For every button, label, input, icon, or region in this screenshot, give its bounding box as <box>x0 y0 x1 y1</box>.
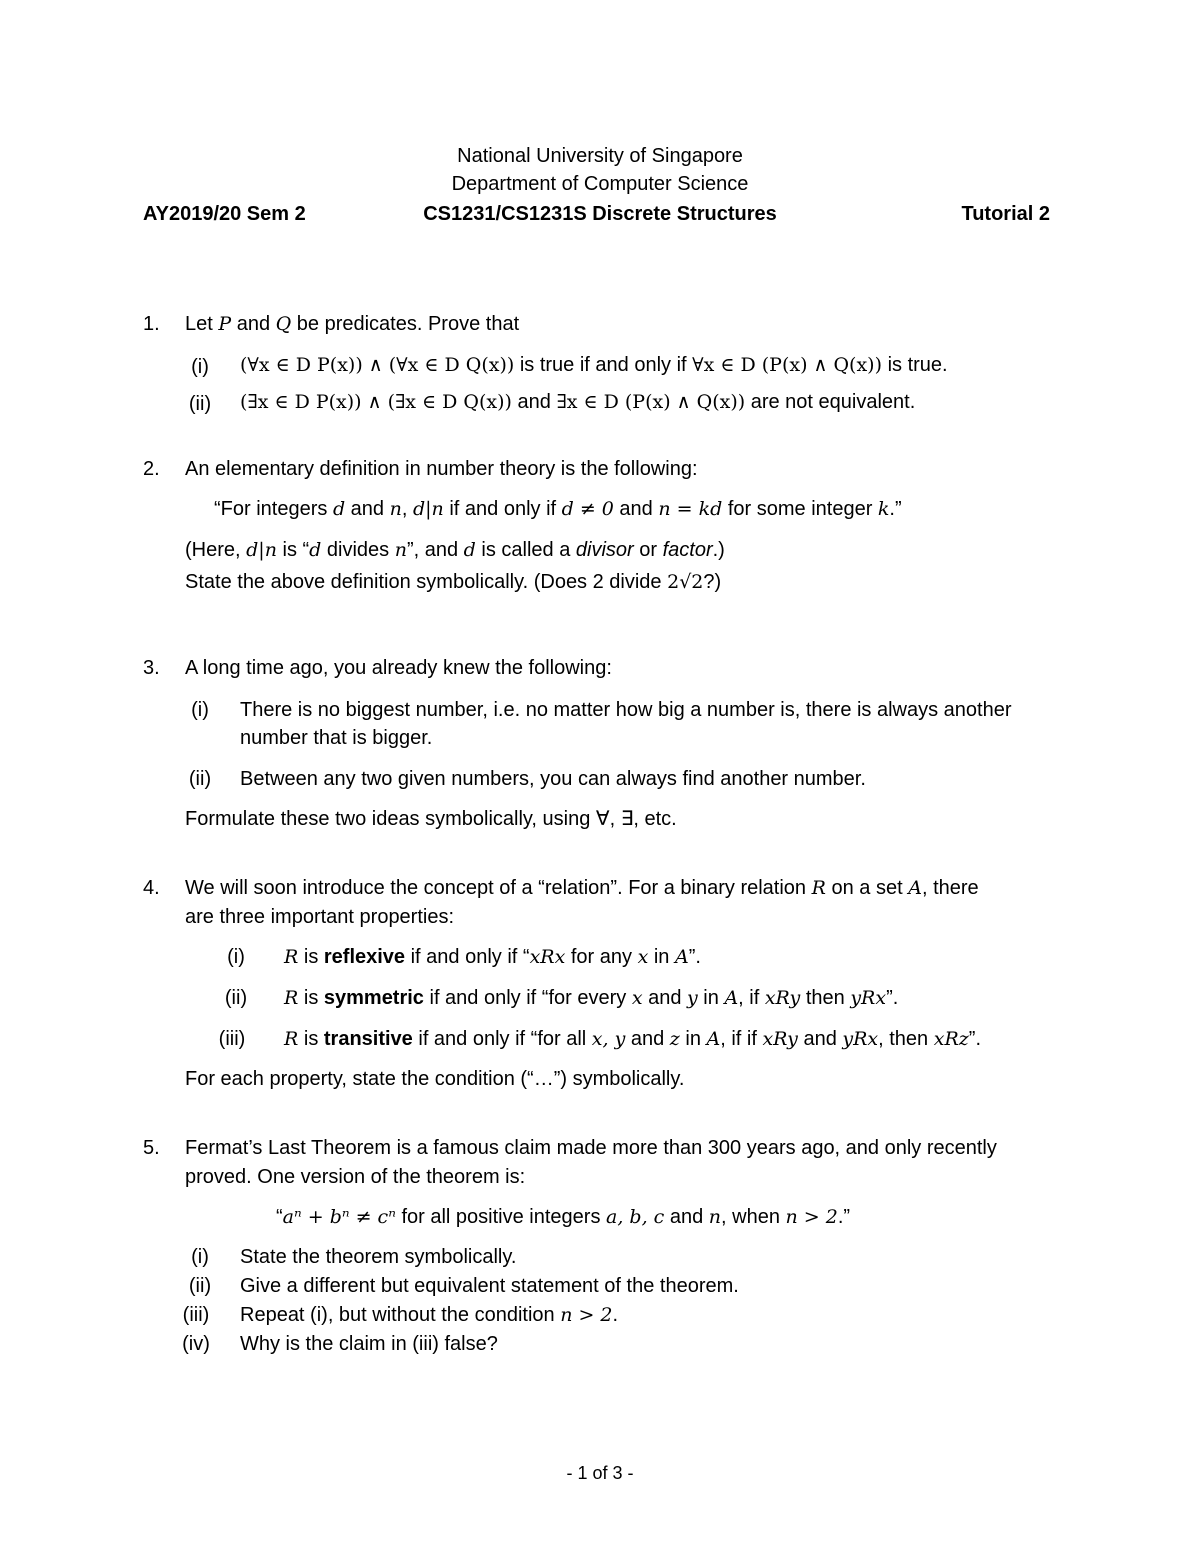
theorem-quote: “aⁿ + bⁿ ≠ cⁿ for all positive integers a, b, c and n, when n > 2.” <box>276 1206 851 1228</box>
math-expression: (∀x ∈ D P(x)) ∧ (∀x ∈ D Q(x)) <box>240 354 515 376</box>
sub-label: (i) <box>191 1246 209 1268</box>
sub-item-text: Give a different but equivalent statement of the theorem. <box>240 1275 739 1297</box>
sub-label: (iii) <box>182 1304 210 1326</box>
question-text: proved. One version of the theorem is: <box>185 1166 526 1188</box>
sub-label: (ii) <box>188 1275 212 1297</box>
question-intro: Let P and Q be predicates. Prove that <box>185 313 520 335</box>
sub-item-text: Between any two given numbers, you can always find another number. <box>240 768 866 790</box>
math-expression: ∀x ∈ D (P(x) ∧ Q(x)) <box>692 354 883 376</box>
sub-item-text: number that is bigger. <box>240 727 433 749</box>
question-number: 2. <box>143 458 160 480</box>
question-number: 4. <box>143 877 160 899</box>
sub-item-text: State the theorem symbolically. <box>240 1246 517 1268</box>
sub-item-text: There is no biggest number, i.e. no matter how big a number is, there is always another <box>240 699 1012 721</box>
sub-item-text: Repeat (i), but without the condition n > 2. <box>240 1304 619 1326</box>
semester-label: AY2019/20 Sem 2 <box>143 203 306 225</box>
question-text: are three important properties: <box>185 906 455 928</box>
university-name: National University of Singapore <box>457 145 743 167</box>
definition-note: (Here, d|n is “d divides n”, and d is called a divisor or factor.) <box>185 539 725 561</box>
question-text: An elementary definition in number theory is the following: <box>185 458 698 480</box>
sub-label: (i) <box>191 699 209 721</box>
question-number: 5. <box>143 1137 160 1159</box>
sub-item-text: (∀x ∈ D P(x)) ∧ (∀x ∈ D Q(x)) is true if and only if ∀x ∈ D (P(x) ∧ Q(x)) is true. <box>240 354 948 376</box>
question-text: For each property, state the condition (“…”) symbolically. <box>185 1068 685 1090</box>
question-text: We will soon introduce the concept of a “relation”. For a binary relation R on a set A, there <box>185 877 979 899</box>
sub-label: (ii) <box>188 393 212 415</box>
sub-label: (iii) <box>218 1028 246 1050</box>
tutorial-number: Tutorial 2 <box>961 203 1050 225</box>
question-text: State the above definition symbolically. (Does 2 divide 2√2?) <box>185 571 722 593</box>
department-name: Department of Computer Science <box>451 173 749 195</box>
sub-label: (ii) <box>188 768 212 790</box>
question-text: Fermat’s Last Theorem is a famous claim made more than 300 years ago, and only recently <box>185 1137 997 1159</box>
math-expression: (∃x ∈ D P(x)) ∧ (∃x ∈ D Q(x)) <box>240 391 512 413</box>
question-number: 1. <box>143 313 160 335</box>
sub-label: (i) <box>227 946 245 968</box>
sub-item-text: Why is the claim in (iii) false? <box>240 1333 498 1355</box>
page-number: - 1 of 3 - <box>566 1463 634 1483</box>
sub-label: (ii) <box>224 987 248 1009</box>
sub-label: (iv) <box>182 1333 210 1355</box>
math-expression: ∃x ∈ D (P(x) ∧ Q(x)) <box>556 391 746 413</box>
sub-item-text: R is transitive if and only if “for all x, y and z in A, if if xRy and yRx, then xRz”. <box>284 1028 981 1050</box>
definition-quote: “For integers d and n, d|n if and only if d ≠ 0 and n = kd for some integer k.” <box>214 498 902 520</box>
sub-label: (i) <box>191 356 209 378</box>
sub-item-text: R is symmetric if and only if “for every x and y in A, if xRy then yRx”. <box>284 987 899 1009</box>
sub-item-text: R is reflexive if and only if “xRx for any x in A”. <box>284 946 701 968</box>
question-text: Formulate these two ideas symbolically, using ∀, ∃, etc. <box>185 808 677 830</box>
course-title: CS1231/CS1231S Discrete Structures <box>423 203 777 225</box>
sub-item-text: (∃x ∈ D P(x)) ∧ (∃x ∈ D Q(x)) and ∃x ∈ D (P(x) ∧ Q(x)) are not equivalent. <box>240 391 916 413</box>
question-text: A long time ago, you already knew the following: <box>185 657 612 679</box>
question-number: 3. <box>143 657 160 679</box>
